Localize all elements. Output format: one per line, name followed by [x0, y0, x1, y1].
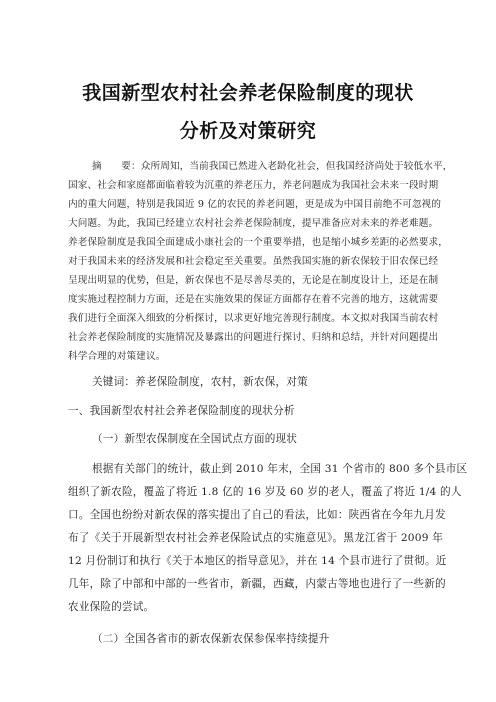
body-line: 布了《关于开展新型农村社会养老保险试点的实施意见》。黑龙江省于 2009 年 — [68, 532, 443, 544]
abstract-line: 呈现出明显的优势，但是，新农保也不是尽善尽美的，无论是在制度设计上，还是在制 — [68, 275, 439, 286]
abstract-line: 对于我国未来的经济发展和社会稳定至关重要。虽然我国实施的新农保较于旧农保已经 — [68, 256, 439, 267]
body-line: 农业保险的尝试。 — [68, 601, 155, 613]
abstract-line: 度实施过程控制力方面，还是在实施效果的保证方面都存在着不完善的地方，这就需要 — [68, 294, 439, 305]
abstract-line: 内的重大问题，特别是我国近 9 亿的农民的养老问题，更是成为中国目前绝不可忽视的 — [68, 199, 442, 210]
abstract-line: 摘 要：众所周知，当前我国已然进入老龄化社会，但我国经济尚处于较低水平， — [92, 161, 453, 172]
abstract-line: 大问题。为此，我国已经建立农村社会养老保险制度，提早准备应对未来的养老难题。 — [68, 218, 439, 229]
body-line: 组织了新农险，覆盖了将近 1.8 亿的 16 岁及 60 岁的老人，覆盖了将近 1/4 的人 — [68, 486, 462, 498]
body-line: 根据有关部门的统计，截止到 2010 年末，全国 31 个省市的 800 多个县市区 — [92, 463, 468, 475]
abstract-line: 社会养老保险制度的实施情况及暴露出的问题进行探讨、归纳和总结，并针对问题提出 — [68, 332, 439, 343]
abstract-line: 国家、社会和家庭都面临着较为沉重的养老压力，养老问题成为我国社会未来一段时期 — [68, 180, 439, 191]
abstract-line: 科学合理的对策建议。 — [68, 351, 166, 362]
section-heading: 一、我国新型农村社会养老保险制度的现状分析 — [68, 405, 295, 417]
document-title-line-2: 分析及对策研究 — [179, 120, 317, 142]
body-line: 几年，除了中部和中部的一些省市，新疆，西藏，内蒙古等地也进行了一些新的 — [68, 578, 446, 590]
abstract-line: 我们进行全面深入细致的分析探讨，以求更好地完善现行制度。本文拟对我国当前农村 — [68, 313, 439, 324]
document-title-line-1: 我国新型农村社会养老保险制度的现状 — [82, 82, 414, 104]
abstract-line: 养老保险制度是我国全面建成小康社会的一个重要举措，也是缩小城乡差距的必然要求， — [68, 237, 449, 248]
body-line: 12 月份制订和执行《关于本地区的指导意见》，并在 14 个县市进行了贯彻。近 — [68, 555, 447, 567]
subsection-heading: （二）全国各省市的新农保新农保参保率持续提升 — [92, 633, 330, 645]
subsection-heading: （一）新型农保制度在全国试点方面的现状 — [92, 433, 298, 445]
body-line: 口。全国也纷纷对新农保的落实提出了自己的看法，比如：陕西省在今年九月发 — [68, 509, 446, 521]
keywords: 关键词：养老保险制度，农村，新农保，对策 — [92, 376, 308, 388]
